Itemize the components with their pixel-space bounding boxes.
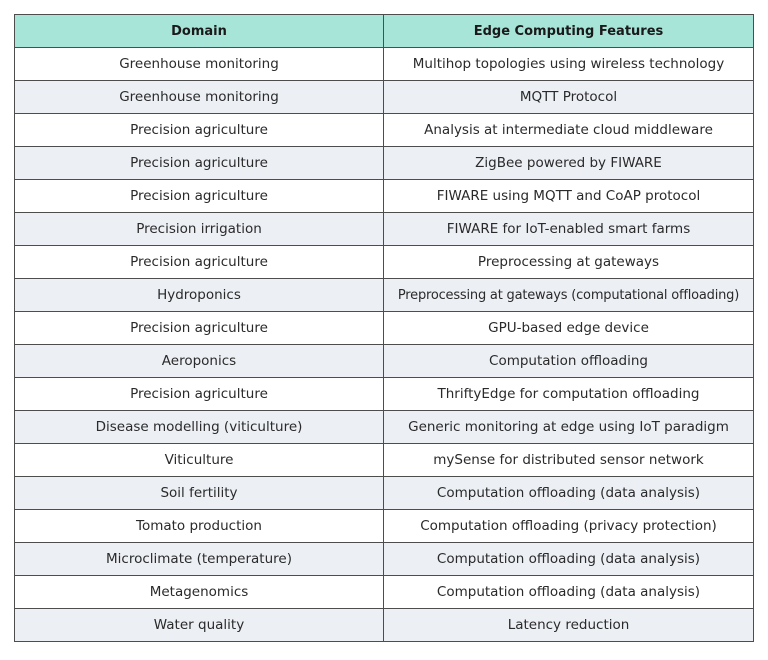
feature-cell: FIWARE using MQTT and CoAP protocol [384, 180, 754, 213]
feature-cell: GPU-based edge device [384, 312, 754, 345]
domain-cell: Aeroponics [15, 345, 384, 378]
feature-cell: Preprocessing at gateways [384, 246, 754, 279]
table-row [15, 147, 754, 180]
edge-computing-table [14, 14, 754, 642]
table-row [15, 246, 754, 279]
feature-cell: Computation offloading (data analysis) [384, 543, 754, 576]
table-row [15, 81, 754, 114]
domain-cell: Microclimate (temperature) [15, 543, 384, 576]
table-row [15, 609, 754, 642]
table-row [15, 576, 754, 609]
table-row [15, 510, 754, 543]
domain-cell: Metagenomics [15, 576, 384, 609]
table-container [14, 14, 753, 642]
domain-cell: Greenhouse monitoring [15, 48, 384, 81]
header-domain: Domain [15, 15, 384, 48]
feature-cell: FIWARE for IoT-enabled smart farms [384, 213, 754, 246]
domain-cell: Disease modelling (viticulture) [15, 411, 384, 444]
header-edge-computing-features: Edge Computing Features [384, 15, 754, 48]
feature-cell: Computation offloading (data analysis) [384, 477, 754, 510]
table-row [15, 48, 754, 81]
table-row [15, 213, 754, 246]
table-row [15, 444, 754, 477]
domain-cell: Precision agriculture [15, 312, 384, 345]
domain-cell: Precision agriculture [15, 180, 384, 213]
table-row [15, 114, 754, 147]
domain-cell: Water quality [15, 609, 384, 642]
feature-cell: MQTT Protocol [384, 81, 754, 114]
domain-cell: Greenhouse monitoring [15, 81, 384, 114]
feature-cell: Multihop topologies using wireless technology [384, 48, 754, 81]
feature-cell: Generic monitoring at edge using IoT paradigm [384, 411, 754, 444]
table-row [15, 543, 754, 576]
table-row [15, 279, 754, 312]
feature-cell: Computation offloading [384, 345, 754, 378]
table-row [15, 180, 754, 213]
feature-cell: Preprocessing at gateways (computational offloading) [384, 279, 754, 312]
domain-cell: Precision agriculture [15, 114, 384, 147]
feature-cell: Computation offloading (privacy protection) [384, 510, 754, 543]
domain-cell: Precision irrigation [15, 213, 384, 246]
feature-cell: Latency reduction [384, 609, 754, 642]
feature-cell: ThriftyEdge for computation offloading [384, 378, 754, 411]
table-row [15, 378, 754, 411]
domain-cell: Soil fertility [15, 477, 384, 510]
domain-cell: Precision agriculture [15, 147, 384, 180]
table-row [15, 345, 754, 378]
domain-cell: Precision agriculture [15, 246, 384, 279]
domain-cell: Tomato production [15, 510, 384, 543]
table-row [15, 312, 754, 345]
domain-cell: Hydroponics [15, 279, 384, 312]
table-row [15, 477, 754, 510]
domain-cell: Precision agriculture [15, 378, 384, 411]
feature-cell: Computation offloading (data analysis) [384, 576, 754, 609]
header-row [15, 15, 754, 48]
domain-cell: Viticulture [15, 444, 384, 477]
feature-cell: Analysis at intermediate cloud middleware [384, 114, 754, 147]
feature-cell: mySense for distributed sensor network [384, 444, 754, 477]
table-row [15, 411, 754, 444]
feature-cell: ZigBee powered by FIWARE [384, 147, 754, 180]
